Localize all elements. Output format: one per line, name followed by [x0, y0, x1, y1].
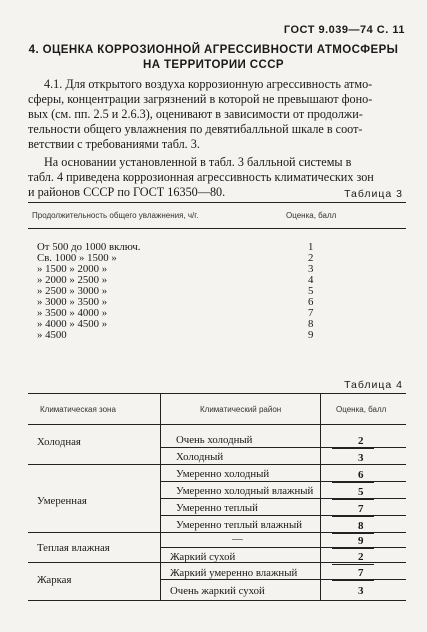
section-title-line2: НА ТЕРРИТОРИИ СССР	[143, 59, 284, 71]
table4-score-5: 7	[358, 503, 364, 515]
score-underline	[332, 482, 374, 483]
table4-bottom-rule	[28, 600, 406, 601]
table3-caption: Таблица 3	[344, 188, 403, 200]
table4-zone-hot: Жаркая	[37, 574, 72, 586]
table3-score-7: 7	[308, 307, 314, 319]
paragraph1-line1: 4.1. Для открытого воздуха коррозионную агрессивность атмо-	[44, 77, 373, 91]
page-header: ГОСТ 9.039—74 С. 11	[283, 24, 405, 36]
table4-region-7: —	[232, 533, 243, 545]
table4-col1-header: Климатическая зона	[40, 405, 116, 414]
table3-score-9: 9	[308, 329, 314, 341]
table3-score-8: 8	[308, 318, 314, 330]
table4-score-7: 9	[358, 535, 364, 547]
paragraph2-line2: табл. 4 приведена коррозионная агрессивность климатических зон	[28, 170, 374, 184]
table3-col1-header: Продолжительность общего увлажнения, ч/г.	[32, 211, 199, 220]
table4-score-1: 2	[358, 435, 364, 447]
table4-col-rule-1	[160, 393, 161, 600]
table3-range-5: » 2500 » 3000 »	[37, 285, 108, 297]
score-underline	[332, 580, 374, 581]
table4-region-1: Очень холодный	[176, 434, 253, 446]
table4-region-4: Умеренно холодный влажный	[176, 485, 314, 497]
table4-score-10: 3	[358, 585, 364, 597]
table3-range-4: » 2000 » 2500 »	[37, 274, 108, 286]
table4-region-8: Жаркий сухой	[170, 551, 236, 563]
table4-zone-temperate: Умеренная	[37, 495, 87, 507]
score-underline	[332, 499, 374, 500]
table3-score-2: 2	[308, 252, 314, 264]
table4-score-3: 6	[358, 469, 364, 481]
table4-score-6: 8	[358, 520, 364, 532]
table4-region-3: Умеренно холодный	[176, 468, 270, 480]
score-underline	[332, 533, 374, 534]
table4-header-rule	[28, 424, 406, 425]
table4-top-rule	[28, 393, 406, 394]
table4-zone-warm-humid: Теплая влажная	[37, 542, 110, 554]
table4-col3-header: Оценка, балл	[336, 405, 387, 414]
table3-range-8: » 4000 » 4500 »	[37, 318, 108, 330]
table4-region-10: Очень жаркий сухой	[170, 585, 265, 597]
paragraph2-line1: На основании установленной в табл. 3 балльной системы в	[44, 155, 352, 169]
table3-score-6: 6	[308, 296, 314, 308]
table4-zone-rule-1	[28, 464, 406, 465]
table4-caption: Таблица 4	[344, 379, 403, 391]
paragraph1-line4: тельности общего увлажнения по девятибалльной шкале в соот-	[28, 122, 363, 136]
score-underline	[332, 516, 374, 517]
table3-score-5: 5	[308, 285, 314, 297]
table3-range-1: От 500 до 1000 включ.	[37, 241, 141, 253]
table3-range-7: » 3500 » 4000 »	[37, 307, 108, 319]
table4-zone-cold: Холодная	[37, 436, 81, 448]
score-underline	[332, 448, 374, 449]
table3-range-2: Св. 1000 » 1500 »	[37, 252, 117, 264]
table3-col2-header: Оценка, балл	[286, 211, 337, 220]
table3-range-6: » 3000 » 3500 »	[37, 296, 108, 308]
table3-range-9: » 4500	[37, 329, 67, 341]
table4-score-2: 3	[358, 452, 364, 464]
paragraph1-line2: сферы, концентрации загрязнений в которой не превышают фоно-	[28, 92, 373, 106]
section-title-line1: 4. ОЦЕНКА КОРРОЗИОННОЙ АГРЕССИВНОСТИ АТМОСФЕРЫ	[28, 44, 399, 56]
table4-score-4: 5	[358, 486, 364, 498]
table4-region-9: Жаркий умеренно влажный	[170, 567, 298, 579]
table3-score-4: 4	[308, 274, 314, 286]
table3-header-rule	[28, 228, 406, 229]
table4-region-2: Холодный	[176, 451, 224, 463]
table3-top-rule	[28, 202, 406, 203]
paragraph1-line5: ветствии с требованиями табл. 3.	[28, 137, 200, 151]
table3-score-1: 1	[308, 241, 314, 253]
table4-score-8: 2	[358, 551, 364, 563]
table4-region-5: Умеренно теплый	[176, 502, 258, 514]
table3-range-3: » 1500 » 2000 »	[37, 263, 108, 275]
table4-col2-header: Климатический район	[200, 405, 282, 414]
table4-score-9: 7	[358, 567, 364, 579]
table3-score-3: 3	[308, 263, 314, 275]
score-underline	[332, 564, 374, 565]
paragraph1-line3: вых (см. пп. 2.5 и 2.6.3), оценивают в зависимости от продолжи-	[28, 107, 363, 121]
table4-region-6: Умеренно теплый влажный	[176, 519, 302, 531]
table4-col-rule-2	[320, 393, 321, 600]
score-underline	[332, 548, 374, 549]
paragraph2-line3: и районов СССР по ГОСТ 16350—80.	[28, 185, 226, 199]
